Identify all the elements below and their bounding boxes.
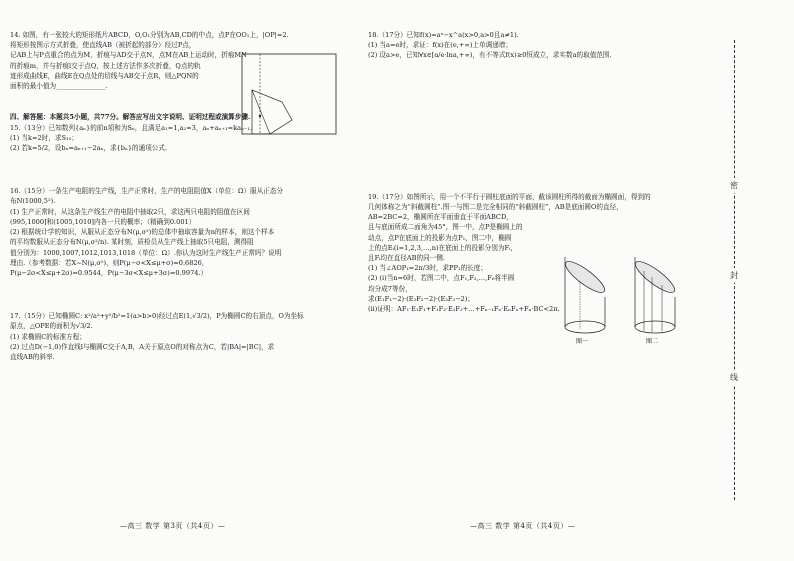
q14-line: 14. 如图，有一张较大的矩形纸片ABCD，O,O₁分别为AB,CD的中点，点P在OO₁上，|OP|=2. [10, 31, 289, 39]
q19-line: 求(E₁F₁−2)·(E₂F₂−2)·(E₃F₃−2)； [368, 294, 474, 303]
base-ellipse [565, 321, 605, 333]
question-18 [368, 30, 684, 61]
q14-line: 面积的最小值为_______________. [10, 82, 108, 91]
q16-line: (2) 根据统计学的知识，从服从正态分布N(μ,σ²)的总体中抽取容量为n的样本，则这个样本 [10, 228, 275, 237]
q19-line: (ii)证明：AF₁·E₁F₁+F₁F₂·E₂F₂+…+Fₙ₋₁Fₙ·EₙFₙ+Fₙ·BC<2π. [368, 305, 560, 314]
q17-line: 直线AB的斜率. [10, 353, 55, 362]
page-footer-right: —高三 数学 第4页（共4页）— [470, 522, 576, 530]
q15-line: (2) 若k=5/2，设bₙ=aₙ₊₁−2aₙ，求{bₙ}的通项公式. [10, 143, 168, 152]
q19-line: AB=2BC=2，椭圆所在平面垂直于平面ABCD， [368, 213, 513, 222]
q18-line: (1) 当a=e时，求证：f(x)在(e,+∞)上单调递增； [368, 41, 512, 50]
q15-line: (1) 当k=2时，求S₁₀； [10, 133, 78, 142]
q17-line: 17.（15分）已知椭圆C: x²/a²+y²/b²=1(a>b>0)经过点E(1,√3/2)，P为椭圆C的右顶点，O为坐标 [10, 312, 304, 321]
q17-line: 原点，△OPE的面积为√3/2. [10, 322, 93, 331]
q14-line: 的折痕m，并与折痕l交于点Q，按上述方法作多次折叠，Q点的轨 [10, 61, 201, 70]
q14-line: 记AB上与P点重合的点为M，折痕与AD交于点N，点M在AB上运动时，折痕MN [10, 51, 247, 60]
folded-flap [252, 90, 292, 134]
q19-line: (1) 当∠AOP₁=2π/3时，求PP₁的长度； [368, 264, 487, 273]
q16-line: 布N(1000,5²). [10, 197, 56, 206]
q17-line: (1) 求椭圆C的标准方程； [10, 332, 86, 341]
seal-char-mi: 密 [730, 178, 738, 193]
figure-two [632, 257, 679, 345]
crease-line [252, 90, 270, 134]
q19-line: 均分成7等份， [368, 284, 412, 293]
q16-line: P(μ−2σ<X≤μ+2σ)=0.9544，P(μ−3σ<X≤μ+3σ)=0.9974.） [10, 268, 208, 277]
cut-ellipse [632, 257, 679, 297]
q14-line: 迹形成曲线E，曲线E在Q点处的切线与AB交于点R，则△PQN的 [10, 71, 199, 80]
q16-line: 值分别为：1000,1007,1012,1013,1018（单位：Ω）.你认为这时生产线生产正常吗？说明 [10, 248, 282, 257]
q18-line: 18.（17分）已知f(x)=aˣ−x^a(x>0,a>0且a≠1). [368, 31, 519, 39]
figure-one [562, 257, 609, 345]
q15-line: 15.（13分）已知数列{aₙ}的前n项和为Sₙ，且满足a₁=1,a₂=3，aₙ+aₙ₊₁=kaₙ₋₁. [10, 123, 253, 132]
base-ellipse [635, 321, 675, 333]
seal-char-feng: 封 [730, 268, 738, 283]
q18-line: (2) 设a>e，已知∀x∈[a/e·lna,+∞)，有不等式f(x)≥0恒成立，求实数a的取值范围. [368, 51, 612, 60]
q19-line: (2) (i)当n=6时，若图二中，点F₁,F₂,…,F₆将半圆 [368, 274, 515, 283]
figure-two-caption: 图二 [646, 338, 659, 345]
figure-one-caption: 图一 [576, 338, 589, 345]
cut-ellipse [562, 257, 609, 297]
q16-line: (1) 生产正常时，从这条生产线生产的电阻中抽取2只，求这两只电阻的阻值在区间 [10, 207, 250, 216]
q19-line: 且Fᵢ均在直径AB的同一侧. [368, 253, 445, 262]
section-heading: 四、解答题：本题共5小题，共77分。解答应写出文字说明、证明过程或演算步骤. [10, 113, 251, 122]
q19-line: 上的点Eᵢ(i=1,2,3,…,n)在底面上的投影分别为Fᵢ， [368, 243, 517, 252]
q16-line: 的平均数服从正态分布N(μ,σ²/n). 某时刻，质检员从生产线上抽取5只电阻，测得阻 [10, 238, 254, 247]
q16-line: (995,1000]和(1005,1010]内各一只的概率；（精确到0.001） [10, 217, 196, 226]
q19-line: 且与底面所成二面角为45°，图一中，点P是椭圆上的 [368, 223, 523, 232]
q17-line: (2) 过点D(−1,0)作直线l与椭圆C交于A,B，A关于原点O的对称点为C，若|BA|=|BC|，求 [10, 342, 275, 351]
point-p [259, 115, 261, 117]
q14-line: 将矩形按图示方式折叠，使直线AB（被折起的部分）经过P点， [10, 41, 196, 50]
seal-char-xian: 线 [730, 370, 738, 385]
page-footer-left: —高三 数学 第3页（共4页）— [120, 522, 226, 530]
q19-figures [560, 245, 690, 345]
question-16 [10, 186, 382, 278]
q19-line: 几何体称之为“斜截圆柱”.图一与图二是完全相同的“斜截圆柱”，AB是底面圆O的直径， [368, 202, 623, 211]
q19-line: 19.（17分）如图所示，用一个不平行于圆柱底面的平面，截该圆柱所得的截面为椭圆面，得到的 [368, 192, 651, 201]
q16-line: 理由.（参考数据：若X~N(μ,σ²)，则P(μ−σ<X≤μ+σ)=0.6826, [10, 258, 204, 267]
question-17 [10, 311, 382, 362]
q16-line: 16.（15分）一条生产电阻的生产线，生产正常时，生产的电阻阻值X（单位：Ω）服从正态分 [10, 187, 284, 196]
q19-line: 动点，点P在底面上的投影为点P₁，图二中，椭圆 [368, 233, 512, 242]
q14-figure [240, 50, 340, 138]
